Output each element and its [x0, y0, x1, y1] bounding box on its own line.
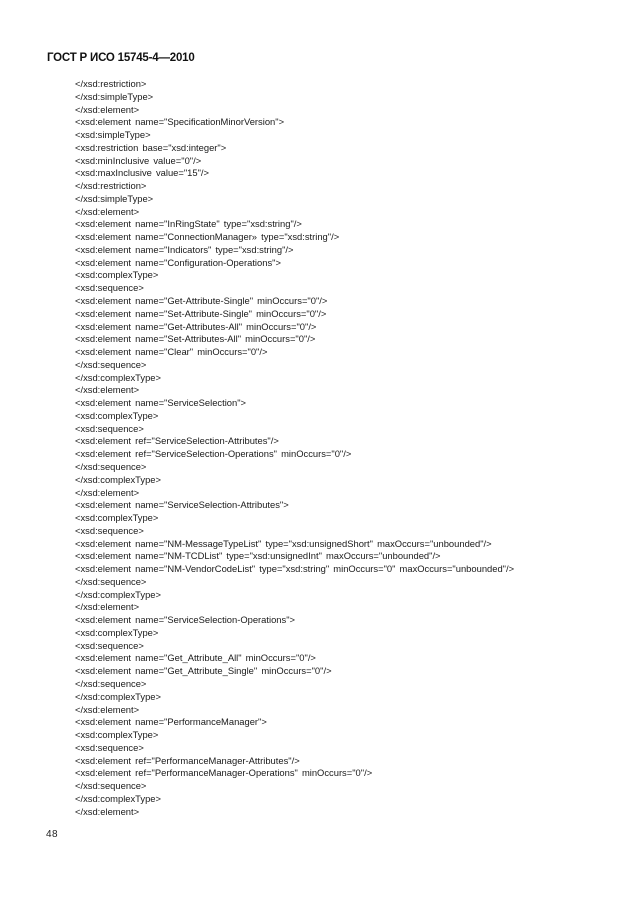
code-line: <xsd:restriction base="xsd:integer"> [75, 141, 227, 153]
code-line: </xsd:complexType> [75, 371, 161, 383]
code-line: <xsd:element name="NM-MessageTypeList" type="xsd:unsignedShort" maxOccurs="unbounded"/> [75, 537, 492, 549]
code-line: </xsd:complexType> [75, 792, 161, 804]
code-line: <xsd:element ref="ServiceSelection-Operations" minOccurs="0"/> [75, 448, 352, 460]
xsd-code-listing [75, 78, 514, 818]
code-line: </xsd:element> [75, 486, 140, 498]
code-line: <xsd:element name="InRingState" type="xsd:string"/> [75, 218, 302, 230]
code-line: </xsd:sequence> [75, 460, 147, 472]
code-line: <xsd:element name="NM-VendorCodeList" type="xsd:string" minOccurs="0" maxOccurs="unbounded"/> [75, 563, 515, 575]
code-line: </xsd:element> [75, 205, 140, 217]
code-line: </xsd:sequence> [75, 677, 147, 689]
code-line: <xsd:sequence> [75, 524, 144, 536]
code-line: </xsd:sequence> [75, 358, 147, 370]
code-line: </xsd:element> [75, 384, 140, 396]
code-line: <xsd:element name="Get-Attributes-All" minOccurs="0"/> [75, 320, 317, 332]
code-line: <xsd:element name="ServiceSelection"> [75, 397, 247, 409]
code-line: <xsd:maxInclusive value="15"/> [75, 167, 210, 179]
code-line: <xsd:element name="Get_Attribute_All" minOccurs="0"/> [75, 652, 316, 664]
code-line: <xsd:sequence> [75, 282, 144, 294]
code-line: <xsd:element name="Get_Attribute_Single" minOccurs="0"/> [75, 665, 332, 677]
code-line: </xsd:element> [75, 601, 140, 613]
code-line: </xsd:complexType> [75, 690, 161, 702]
code-line: <xsd:complexType> [75, 512, 159, 524]
code-line: <xsd:element name="Set-Attribute-Single" minOccurs="0"/> [75, 307, 327, 319]
code-line: </xsd:complexType> [75, 588, 161, 600]
code-line: <xsd:element name="ServiceSelection-Operations"> [75, 614, 295, 626]
code-line: </xsd:restriction> [75, 180, 147, 192]
code-line: <xsd:element name="SpecificationMinorVersion"> [75, 116, 285, 128]
code-line: <xsd:complexType> [75, 729, 159, 741]
code-line: <xsd:element ref="ServiceSelection-Attributes"/> [75, 435, 279, 447]
code-line: <xsd:complexType> [75, 269, 159, 281]
code-line: </xsd:element> [75, 805, 140, 817]
code-line: </xsd:simpleType> [75, 192, 154, 204]
code-line: <xsd:minInclusive value="0"/> [75, 154, 202, 166]
code-line: <xsd:element ref="PerformanceManager-Operations" minOccurs="0"/> [75, 767, 373, 779]
code-line: </xsd:sequence> [75, 575, 147, 587]
code-line: <xsd:sequence> [75, 741, 144, 753]
code-line: </xsd:complexType> [75, 473, 161, 485]
code-line: <xsd:element name="Set-Attributes-All" minOccurs="0"/> [75, 333, 316, 345]
code-line: <xsd:element name="Get-Attribute-Single" minOccurs="0"/> [75, 295, 328, 307]
document-header: ГОСТ Р ИСО 15745-4—2010 [47, 52, 195, 64]
code-line: <xsd:element name="NM-TCDList" type="xsd:unsignedInt" maxOccurs="unbounded"/> [75, 550, 441, 562]
code-line: </xsd:simpleType> [75, 90, 154, 102]
code-line: </xsd:element> [75, 103, 140, 115]
code-line: <xsd:element name="PerformanceManager"> [75, 716, 267, 728]
code-line: <xsd:element name="ConnectionManager» type="xsd:string"/> [75, 231, 340, 243]
code-line: </xsd:element> [75, 703, 140, 715]
code-line: <xsd:element name="Indicators" type="xsd:string"/> [75, 243, 294, 255]
code-line: <xsd:element name="Clear" minOccurs="0"/> [75, 346, 268, 358]
code-line: <xsd:element ref="PerformanceManager-Attributes"/> [75, 754, 300, 766]
code-line: <xsd:sequence> [75, 422, 144, 434]
code-line: <xsd:element name="Configuration-Operations"> [75, 256, 281, 268]
code-line: <xsd:element name="ServiceSelection-Attributes"> [75, 499, 289, 511]
code-line: </xsd:restriction> [75, 78, 147, 89]
code-line: <xsd:complexType> [75, 409, 159, 421]
code-line: <xsd:complexType> [75, 626, 159, 638]
code-line: <xsd:sequence> [75, 639, 144, 651]
code-line: </xsd:sequence> [75, 780, 147, 792]
code-line: <xsd:simpleType> [75, 129, 151, 141]
page-number: 48 [46, 829, 59, 840]
